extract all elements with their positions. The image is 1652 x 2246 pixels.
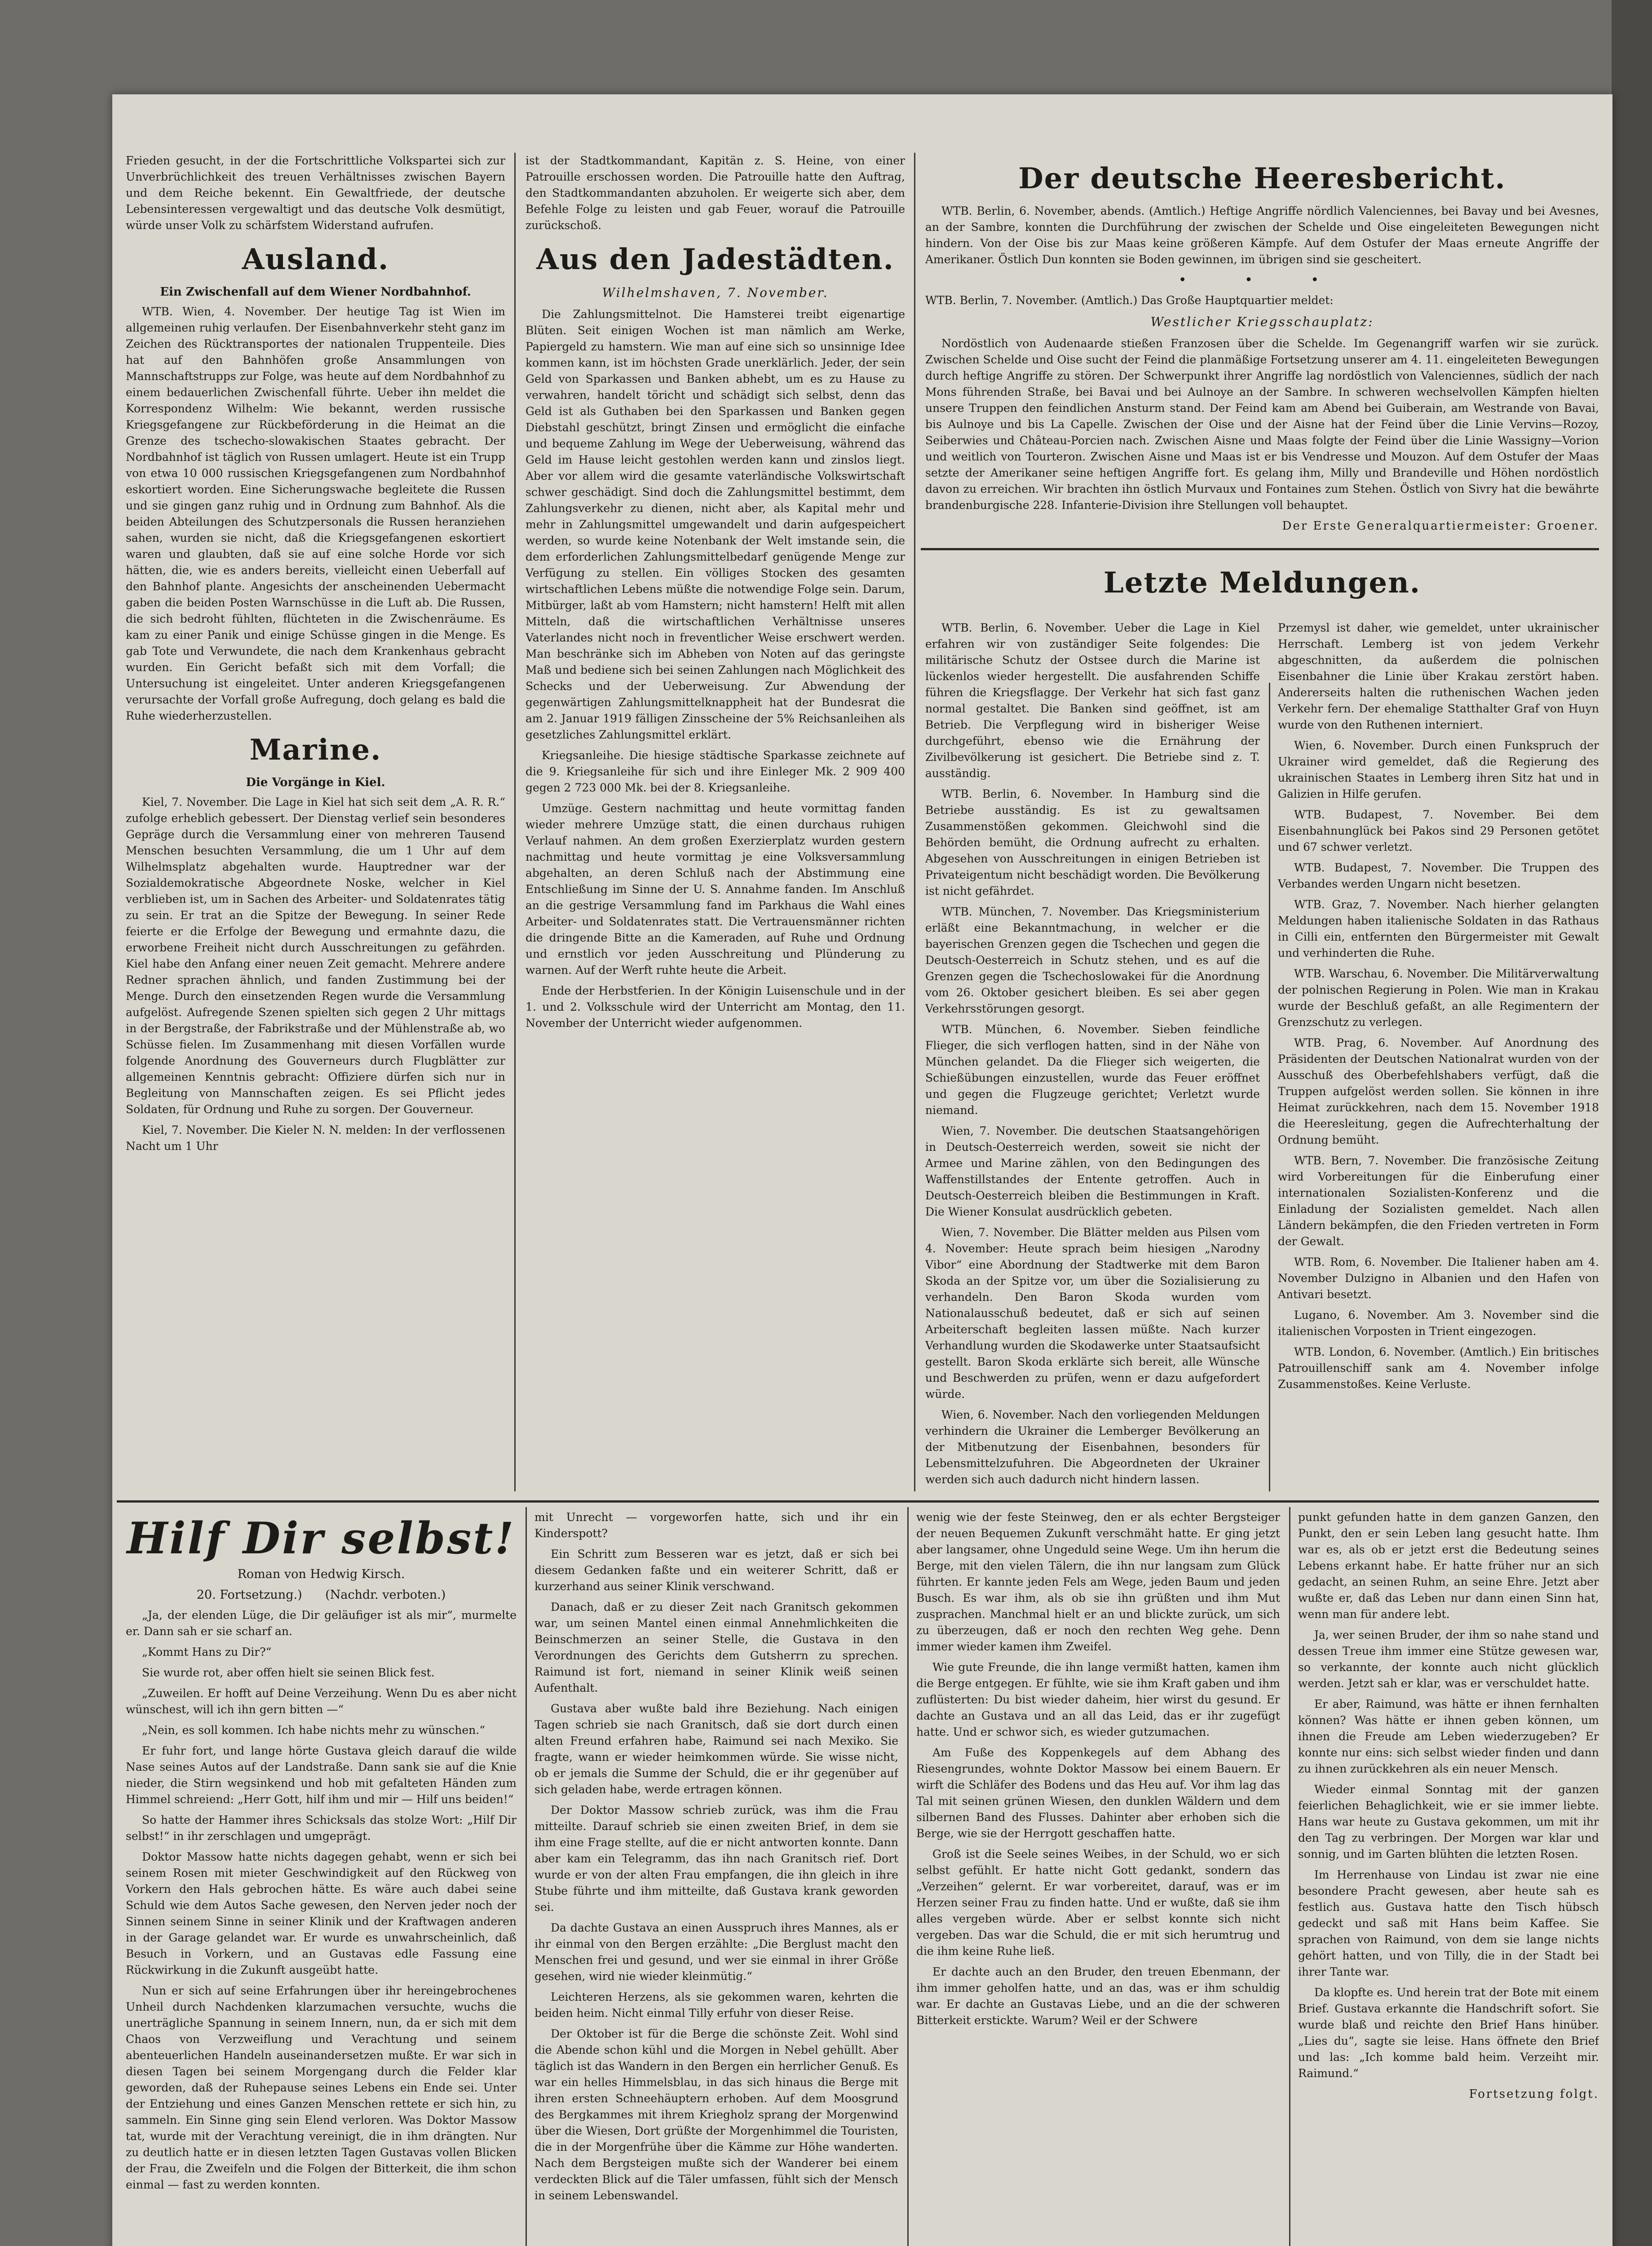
- article-text: Wien, 7. November. Die deutschen Staatsangehörigen in Deutsch-Oesterreich werden, soweit sie nicht der Armee und Marine zählen, von den Bedingungen des Waffenstillstandes der Entente getroffen. Auch in Deutsch-Oesterreich bleiben die Bestimmungen in Kraft. Die Wiener Konsulat ausdrücklich gebeten.: [925, 1124, 1260, 1218]
- article-text: WTB. Budapest, 7. November. Bei dem Eisenbahnunglück bei Pakos sind 29 Personen getötet und 67 schwer verletzt.: [1278, 808, 1599, 853]
- serial-paragraph: Gustava aber wußte bald ihre Beziehung. Nach einigen Tagen schrieb sie nach Granitsch, daß sie dort durch einen alten Freund erfahren habe, Raimund sei nach Mexiko. Sie fragte, wann er wieder heimkommen würde. Sie wisse nicht, ob er jemals die Summe der Schuld, die er ihr gegenüber auf sich geladen habe, werde ertragen können.: [534, 1702, 898, 1796]
- serial-byline: Roman von Hedwig Kirsch.: [237, 1567, 405, 1581]
- rights-note: (Nachdr. verboten.): [325, 1588, 446, 1602]
- letzte-meldungen-left: [925, 620, 1260, 1496]
- serial-column-3: [916, 1509, 1280, 2246]
- article-text: WTB. Wien, 4. November. Der heutige Tag ist Wien im allgemeinen ruhig verlaufen. Der Eisenbahnverkehr steht ganz im Zeichen des Rücktransportes der nationalen Truppenteile. Dies hat auf den Bahnhöfen große Ansammlungen von Mannschaftstrupps zur Folge, was heute auf dem Nordbahnhof zu einem bedauerlichen Zwischenfall führte. Ueber ihn meldet die Korrespondenz Wilhelm: Wie bekannt, werden russische Kriegsgefangene zur Rückbeförderung in die Heimat an die Grenze des tschecho-slowakischen Staates gebracht. Der Nordbahnhof ist täglich von Russen umlagert. Heute ist ein Trupp von etwa 10 000 russischen Kriegsgefangenen zum Nordbahnhof eskortiert worden. Eine Sicherungswache begleitete die Russen und sie gingen ganz ruhig und in Ordnung zum Bahnhof. Als die beiden Abteilungen des Schutzpersonals die Russen heranziehen sahen, wurden sie nicht, daß die Kriegsgefangenen eskortiert waren und glaubten, daß sie auf eine solche Horde vor sich hätten, die, wie es anders bereits, vielleicht einen Ueberfall auf den Bahnhof plante. Angesichts der anscheinenden Uebermacht gaben die beiden Posten Warnschüsse in die Luft ab. Die Russen, die sich bedroht fühlten, flüchteten in die Zwischenräume. Es kam zu einer Panik und einige Schüsse gingen in die Menge. Es gab Tote und Verwundete, die nach dem Krankenhaus gebracht wurden. Ein Gericht befaßt sich mit dem Vorfall; die Untersuchung ist eingeleitet. Unter anderen Kriegsgefangenen verursachte der Vorfall große Aufregung, doch gelang es bald die Ruhe wiederherzustellen.: [126, 305, 505, 722]
- article-text: Kiel, 7. November. Die Kieler N. N. melden: In der verflossenen Nacht um 1 Uhr: [126, 1123, 505, 1153]
- section-heading-heeresbericht: Der deutsche Heeresbericht.: [1018, 162, 1506, 195]
- serial-paragraph: punkt gefunden hatte in dem ganzen Ganzen, den Punkt, den er sein Leben lang gesucht hatte. Ihm war es, als ob er jetzt erst die Bedeutung seines Lebens erkannt habe. Er hatte früher nur an sich gedacht, an seinen Ruhm, an seine Ehre. Jetzt aber wußte er, daß das Leben nur dann einen Sinn hat, wenn man für andere lebt.: [1298, 1511, 1599, 1621]
- article-text: WTB. Warschau, 6. November. Die Militärverwaltung der polnischen Regierung in Polen. Wie man in Krakau wurde der Beschluß gefaßt, an alle Regimentern der Grenzschutz zu verlegen.: [1278, 967, 1599, 1029]
- section-rule: [921, 548, 1599, 550]
- serial-paragraph: Da dachte Gustava an einen Ausspruch ihres Mannes, als er ihr einmal von den Bergen erzählte: „Die Berglust macht den Menschen frei und gesund, und wer sie einmal in ihrer Größe gesehen, wird nie wieder kleinmütig.“: [534, 1921, 898, 1983]
- serial-installment: [126, 1587, 517, 1604]
- signature: Der Erste Generalquartiermeister: Groener.: [1282, 519, 1599, 533]
- column-rule: [1289, 1507, 1290, 2246]
- article-text: WTB. Budapest, 7. November. Die Truppen des Verbandes werden Ungarn nicht besetzen.: [1278, 861, 1599, 890]
- column-rule: [514, 153, 516, 1491]
- section-heading-letzte-meldungen: Letzte Meldungen.: [1103, 566, 1421, 600]
- heeresbericht-block: [925, 153, 1599, 548]
- article-text: WTB. Prag, 6. November. Auf Anordnung des Präsidenten der Deutschen Nationalrat wurden von der Ausschuß des Oberbefehlshabers verfügt, daß die Truppen aufgelöst werden sollen. Sie können in ihre Heimat zurückkehren, nach dem 15. November 1918 die Heeresleitung, gegen die Aufrechterhaltung der Ordnung bemüht.: [1278, 1036, 1599, 1146]
- article-text: WTB. Bern, 7. November. Die französische Zeitung wird Vorbereitungen für die Einberufung einer internationalen Sozialisten-Konferenz und die Einladung der Sozialisten gemeldet. Nach allen Ländern bekämpfen, die den Frieden vertreten in Form der Gewalt.: [1278, 1154, 1599, 1248]
- article-text: Die Zahlungsmittelnot. Die Hamsterei treibt eigenartige Blüten. Seit einigen Wochen ist man nämlich am Werke, Papiergeld zu hamstern. Wie man auf eine sich so unsinnige Idee kommen kann, ist im höchsten Grade unerklärlich. Jeder, der sein Geld von Sparkassen und Banken abhebt, um es zu Hause zu verwahren, handelt töricht und schädigt sich selbst, denn das Geld ist als Guthaben bei den Sparkassen und Banken gegen Diebstahl geschützt, bringt Zinsen und ermöglicht die einfache und bequeme Zahlung im Wege der Ueberweisung, während das Geld im Hause leicht gestohlen werden kann und zinslos liegt. Aber vor allem wird die gesamte vaterländische Volkswirtschaft schwer geschädigt. Sind doch die Zahlungsmittel bestimmt, dem Zahlungsverkehr zu dienen, nicht aber, als Kapital mehr und mehr in Zahlungsmittel umgewandelt und darin aufgespeichert werden, so wurde keine Notenbank der Welt imstande sein, die dem erforderlichen Zahlungsmittelbedarf genügende Menge zur Verfügung zu stellen. Ein völliges Stocken des gesamten wirtschaftlichen Lebens müßte die notwendige Folge sein. Darum, Mitbürger, laßt ab vom Hamstern; nicht hamstern! Helft mit allen Mitteln, daß die wirtschaftlichen Verhältnisse unseres Vaterlandes nicht noch in freventlicher Weise erschwert werden. Man beschränke sich im Abheben von Noten auf das geringste Maß und bediene sich bei seinen Zahlungen nach Möglichkeit des Schecks und der Ueberweisung. Zur Abwendung der gegenwärtigen Zahlungsmittelknappheit hat der Bundesrat die am 2. Januar 1919 fälligen Zinsscheine der 5% Reichsanleihen als gesetzliches Zahlungsmittel erklärt.: [526, 308, 905, 741]
- serial-paragraph: Ein Schritt zum Besseren war es jetzt, daß er sich bei diesem Gedanken faßte und ein weiterer Schritt, daß er kurzerhand aus seiner Klinik verschwand.: [534, 1547, 898, 1593]
- article-text: Nordöstlich von Audenaarde stießen Franzosen über die Schelde. Im Gegenangriff warfen wir sie zurück. Zwischen Schelde und Oise sucht der Feind die planmäßige Fortsetzung unserer am 4. 11. eingeleiteten Bewegungen durch heftige Angriffe zu stören. Der Schwerpunkt ihrer Angriffe lag nordöstlich von Valenciennes, südlich der nach Mons führenden Straße, bei Bavai und bei Aulnoye an der Sambre. In schweren wechselvollen Kämpfen hielten unsere Truppen den feindlichen Ansturm stand. Der Feind kam am Abend bei Guiberain, am Westrande von Bavai, bis Aulnoye und bis La Capelle. Zwischen der Oise und der Aisne hat der Feind über die Linie Vervins—Rozoy, Seiberwies und Château-Porcien nach. Zwischen Aisne und Maas folgte der Feind über die Linie Wassigny—Vorion und weitlich von Tourteron. Zwischen Aisne und Maas ist er bis Vendresse und Mouzon. Auf dem Ostufer der Maas setzte der Amerikaner seine heftigen Angriffe fort. Es gelang ihm, Milly und Brandeville und Höhen nordöstlich davon zu erreichen. Wir brachten ihn östlich Murvaux und Fontaines zum Stehen. Östlich von Sivry hat die bewährte brandenburgische 228. Infanterie-Division ihre Stellungen voll behauptet.: [925, 337, 1599, 512]
- serial-paragraph: So hatte der Hammer ihres Schicksals das stolze Wort: „Hilf Dir selbst!“ in ihr zerschlagen und umgeprägt.: [126, 1813, 517, 1843]
- serial-paragraph: Wie gute Freunde, die ihn lange vermißt hatten, kamen ihm die Berge entgegen. Er fühlte, wie sie ihm Kraft gaben und ihm zuflüsterten: Du bist wieder daheim, hier wirst du gesund. Er dachte an Gustava und an all das Leid, das er ihr zugefügt hatte. Und er schwor sich, es wieder gutzumachen.: [916, 1661, 1280, 1738]
- serial-paragraph: Da klopfte es. Und herein trat der Bote mit einem Brief. Gustava erkannte die Handschrift sofort. Sie wurde blaß und reichte den Brief Hans hinüber. „Lies du“, sagte sie leise. Hans öffnete den Brief und las: „Ich komme bald heim. Verzeiht mir. Raimund.“: [1298, 1986, 1599, 2080]
- serial-paragraph: Der Doktor Massow schrieb zurück, was ihm die Frau mitteilte. Darauf schrieb sie einen zweiten Brief, in dem sie ihm eine Frage stellte, auf die er nicht antworten konnte. Dann aber kam ein Telegramm, das ihn nach Granitsch rief. Dort wurde er von der alten Frau empfangen, die ihn gleich in ihre Stube führte und ihm mitteilte, daß Gustava krank geworden sei.: [534, 1804, 898, 1914]
- serial-paragraph: Sie wurde rot, aber offen hielt sie seinen Blick fest.: [142, 1666, 435, 1679]
- column-rule: [914, 153, 915, 1491]
- serial-paragraph: „Zuweilen. Er hofft auf Deine Verzeihung. Wenn Du es aber nicht wünschest, will ich ihn gern bitten —“: [126, 1687, 517, 1716]
- article-headline: Die Vorgänge in Kiel.: [246, 776, 385, 789]
- serial-column-1: [126, 1509, 517, 2246]
- article-text: WTB. Graz, 7. November. Nach hierher gelangten Meldungen haben italienische Soldaten in das Rathaus in Cilli ein, entfernten den Bürgermeister mit Gewalt und verhinderten die Ruhe.: [1278, 898, 1599, 959]
- article-text: WTB. Rom, 6. November. Die Italiener haben am 4. November Dulzigno in Albanien und den Hafen von Antivari besetzt.: [1278, 1256, 1599, 1301]
- front-heading: Westlicher Kriegsschauplatz:: [1150, 314, 1374, 329]
- article-text: WTB. Berlin, 6. November, abends. (Amtlich.) Heftige Angriffe nördlich Valenciennes, bei Bavay und bei Avesnes, an der Sambre, konnten die Durchführung der zwischen der Schelde und Oise eingeleiteten Bewegungen nicht hindern. Von der Oise bis zur Maas keine größeren Kämpfe. Auf dem Ostufer der Maas erneute Angriffe der Amerikaner. Östlich Dun konnten sie Boden gewinnen, im übrigen sind sie gescheitert.: [925, 204, 1599, 266]
- serial-paragraph: wenig wie der feste Steinweg, den er als echter Bergsteiger der neuen Bequemen Zukunft verschmäht hatte. Er ging jetzt aber langsamer, ohne Ungeduld seine Wege. Um ihn herum die Berge, mit den vielen Tälern, die ihn nur langsam zum Glück führten. Er kannte jeden Fels am Wege, jeden Baum und jeden Busch. Es war ihm, als ob sie ihn grüßten und ihm Mut zusprachen. Manchmal hielt er an und blickte zurück, um sich zu überzeugen, daß er noch den rechten Weg gehe. Denn immer wieder kamen ihm Zweifel.: [916, 1511, 1280, 1653]
- article-text: ist der Stadtkommandant, Kapitän z. S. Heine, von einer Patrouille erschossen worden. Die Patrouille hatte den Auftrag, den Stadtkommandanten abzuholen. Er weigerte sich aber, dem Befehle Folge zu leisten und gab Feuer, worauf die Patrouille zurückschoß.: [526, 154, 905, 232]
- article-text: WTB. Berlin, 6. November. Ueber die Lage in Kiel erfahren wir von zuständiger Seite folgendes: Die militärische Schutz der Ostsee durch die Marine ist lückenlos wieder hergestellt. Die ausfahrenden Schiffe führen die Kriegsflagge. Der Verkehr hat sich fast ganz normal gestaltet. Die Banken sind geöffnet, ist am Betrieb. Die Verpflegung wird in bisheriger Weise durchgeführt, ebenso wie die Ernährung der Zivilbevölkerung ist gesichert. Die Betriebe sind z. T. ausständig.: [925, 621, 1260, 780]
- serial-paragraph: „Ja, der elenden Lüge, die Dir geläufiger ist als mir“, murmelte er. Dann sah er sie scharf an.: [126, 1609, 517, 1638]
- installment-number: 20. Fortsetzung.): [196, 1588, 302, 1602]
- column-1: [126, 153, 505, 1496]
- article-text: WTB. München, 6. November. Sieben feindliche Flieger, die sich verflogen hatten, sind in der Nähe von München gelandet. Da die Flieger sich weigerten, die Schießübungen einzustellen, wurde das Feuer eröffnet und gegen die Flugzeuge gerichtet; Verletzt wurde niemand.: [925, 1023, 1260, 1117]
- serial-paragraph: Er dachte auch an den Bruder, den treuen Ebenmann, der ihm immer geholfen hatte, und an das, was er ihm schuldig war. Er dachte an Gustavas Liebe, und an die der schweren Bitterkeit erstickte. Warum? Weil er der Schwere: [916, 1965, 1280, 2027]
- section-heading-ausland: Ausland.: [242, 243, 389, 276]
- article-text: Ende der Herbstferien. In der Königin Luisenschule und in der 1. und 2. Volksschule wird der Unterricht am Montag, den 11. November der Unterricht wieder aufgenommen.: [526, 984, 905, 1030]
- separator-dots: • • •: [1178, 272, 1346, 288]
- serial-title: Hilf Dir selbst!: [127, 1513, 516, 1564]
- newspaper-page: [112, 94, 1612, 2246]
- article-text: WTB. Berlin, 7. November. (Amtlich.) Das Große Hauptquartier meldet:: [925, 294, 1334, 307]
- article-text: Umzüge. Gestern nachmittag und heute vormittag fanden wieder mehrere Umzüge statt, die einen durchaus ruhigen Verlauf nahmen. An dem großen Exerzierplatz wurden gestern nachmittag und heute vormittag je eine Volksversammlung abgehalten, an deren Schluß nach der Abstimmung eine Entschließung im Sinne der U. S. Annahme fanden. Im Anschluß an die gestrige Versammlung fand im Parkhaus die Wahl eines Arbeiter- und Soldatenrates statt. Die Vertrauensmänner richten die dringende Bitte an die Kameraden, auf Ruhe und Ordnung und ernstlich vor jeden Ausschreitung und Plünderung zu warnen. Auf der Werft ruhte heute die Arbeit.: [526, 802, 905, 977]
- article-headline: Ein Zwischenfall auf dem Wiener Nordbahnhof.: [160, 285, 471, 299]
- column-2: [526, 153, 905, 1496]
- serial-top-rule: [117, 1500, 1599, 1503]
- article-text: Przemysl ist daher, wie gemeldet, unter ukrainischer Herrschaft. Lemberg ist von jedem Verkehr abgeschnitten, da außerdem die polnischen Eisenbahner die Linie über Krakau zerstört haben. Andererseits halten die ruthenischen Wachen jeden Verkehr fern. Der ehemalige Statthalter Graf von Huyn wurde von den Ruthenen interniert.: [1278, 621, 1599, 731]
- article-text: Wien, 7. November. Die Blätter melden aus Pilsen vom 4. November: Heute sprach beim hiesigen „Narodny Vibor“ eine Abordnung der Stadtwerke mit dem Baron Skoda an der Spitze vor, um über die Sozialisierung zu verhandeln. Den Baron Skoda wurden vom Nationalausschuß bedeutet, daß er sich auf seinen Arbeiterschaft begleiten lassen müßte. Nach kurzer Verhandlung wurden die Skodawerke unter Staatsaufsicht gestellt. Baron Skoda erklärte sich bereit, alle Wünsche und Beschwerden zu prüfen, wenn er dazu aufgefordert würde.: [925, 1226, 1260, 1401]
- column-rule: [907, 1507, 909, 2246]
- column-rule: [526, 1507, 527, 2246]
- column-rule: [1269, 683, 1270, 1491]
- article-text: Lugano, 6. November. Am 3. November sind die italienischen Vorposten in Trient eingezogen.: [1278, 1309, 1599, 1338]
- serial-paragraph: Groß ist die Seele seines Weibes, in der Schuld, wo er sich selbst gefühlt. Er hatte nicht Gott gedankt, sondern das „Verzeihen“ gelernt. Er war vorbereitet, darauf, was er im Herzen seiner Frau zu finden hatte. Und er wußte, daß sie ihm alles vergeben würde. Aber er selbst konnte sich nicht vergeben. Das war die Schuld, die er mit sich herumtrug und die ihm keine Ruhe ließ.: [916, 1848, 1280, 1958]
- letzte-heading-wrap: [925, 557, 1599, 620]
- serial-column-4: [1298, 1509, 1599, 2246]
- article-text: Wien, 6. November. Nach den vorliegenden Meldungen verhindern die Ukrainer die Lemberger Bevölkerung an der Mitbenutzung der Eisenbahnen, besonders für Lebensmittelzufuhren. Die Abgeordneten der Ukrainer werden sich auch dadurch nicht hindern lassen.: [925, 1408, 1260, 1486]
- serial-paragraph: Danach, daß er zu dieser Zeit nach Granitsch gekommen war, um seinen Mantel einen einmal Annehmlichkeiten die Beinschmerzen an seiner Stelle, die Gustava in den Verordnungen des Gerichts dem Gutsherrn zu sprechen. Raimund ist fort, niemand in seiner Klinik weiß seinen Aufenthalt.: [534, 1600, 898, 1694]
- serial-paragraph: Im Herrenhause von Lindau ist zwar nie eine besondere Pracht gewesen, aber heute sah es festlich aus. Gustava hatte den Tisch hübsch gedeckt und saß mit Hans beim Kaffee. Sie sprachen von Raimund, von dem sie lange nichts gehört hatten, und von Tilly, die in der Stadt bei ihrer Tante war.: [1298, 1868, 1599, 1978]
- serial-paragraph: mit Unrecht — vorgeworfen hatte, sich und ihr ein Kinderspott?: [534, 1511, 898, 1540]
- serial-paragraph: Leichteren Herzens, als sie gekommen waren, kehrten die beiden heim. Nicht einmal Tilly erfuhr von dieser Reise.: [534, 1990, 898, 2020]
- serial-column-2: [534, 1509, 898, 2246]
- serial-paragraph: Der Oktober ist für die Berge die schönste Zeit. Wohl sind die Abende schon kühl und die Morgen in Nebel gehüllt. Aber täglich ist das Wandern in den Bergen ein herrlicher Genuß. Es war ein helles Himmelsblau, in das sich hinaus die Berge mit ihren ersten Schneehäuptern erhoben. Auf dem Moosgrund des Bergkammes mit ihrem Kriegholz sprang der Morgenwind über die Wiesen, Dort grüßte der Morgenhimmel die Touristen, die in der Morgenfrühe über die Kämme zur Höhe wanderten. Nach dem Bergsteigen mußte sich der Wanderer bei einem verdeckten Blick auf die Täler umfassen, fühlt sich der Mensch in seinem Lebenswandel.: [534, 2027, 898, 2202]
- section-heading-jadestaedte: Aus den Jadestädten.: [536, 243, 894, 276]
- serial-paragraph: Er fuhr fort, und lange hörte Gustava gleich darauf die wilde Nase seines Autos auf der Landstraße. Dann sank sie auf die Knie nieder, die Stirn wegsinkend und hob mit gefalteten Händen zum Himmel schreiend: „Herr Gott, hilf ihm und mir — Hilf uns beiden!“: [126, 1744, 517, 1806]
- article-text: Frieden gesucht, in der die Fortschrittliche Volkspartei sich zur Unverbrüchlichkeit des treuen Verhältnisses zwischen Bayern und dem Reiche bekennt. Ein Gewaltfriede, der deutsche Lebensinteressen vergewaltigt und das deutsche Volk desmütigt, würde unser Volk zu schärfstem Widerstand aufrufen.: [126, 154, 505, 232]
- article-text: WTB. Berlin, 6. November. In Hamburg sind die Betriebe ausständig. Es ist zu gewaltsamen Zusammenstößen gekommen. Gleichwohl sind die Behörden bemüht, die Ordnung aufrecht zu erhalten. Abgesehen von Ausschreitungen in einigen Betrieben ist Privateigentum nicht beschädigt worden. Die Bevölkerung ist nicht gefährdet.: [925, 787, 1260, 898]
- serial-paragraph: „Nein, es soll kommen. Ich habe nichts mehr zu wünschen.“: [142, 1724, 485, 1737]
- serial-paragraph: Nun er sich auf seine Erfahrungen über ihr hereingebrochenes Unheil durch Nachdenken klarzumachen versuchte, wuchs die unerträgliche Spannung in seinem Innern, nun, da er sich mit dem Chaos von Verzweiflung und Verachtung und seinem abenteuerlichen Handeln auseinandersetzen mußte. Er war sich in diesen Tagen bei seinem Morgengang durch die Felder klar geworden, daß der Ruhepause seines Lebens ein Ende sei. Unter der Entziehung und eines Ganzen Menschen rettete er sich hin, zu sammeln. Ein Sinne ging sein Elend verloren. Was Doktor Massow tat, wurde mit der Verachtung vereinigt, die in ihm drängten. Nur zu deutlich hatte er in diesen letzten Tagen Gustavas vollen Blicken der Frau, die Zweifeln und die Folgen der Bitterkeit, die ihm schon einmal — fast zu werden konnten.: [126, 1984, 517, 2191]
- dateline: Wilhelmshaven, 7. November.: [602, 285, 829, 300]
- article-text: Kiel, 7. November. Die Lage in Kiel hat sich seit dem „A. R. R.“ zufolge erheblich gebessert. Der Dienstag verlief sein besonderes Gepräge durch die Versammlung einer von mehreren Tausend Menschen besuchten Versammlung, die um 1 Uhr auf dem Wilhelmsplatz abgehalten wurde. Hauptredner war der Sozialdemokratische Abgeordnete Noske, welcher in Kiel verblieben ist, um in Sachen des Arbeiter- und Soldatenrates tätig zu sein. Er trat an die Spitze der Bewegung. In seiner Rede feierte er die Erfolge der Bewegung und ermahnte dazu, die erworbene Freiheit nicht durch Ausschreitungen zu gefährden. Kiel habe den Anfang einer neuen Zeit gemacht. Mehrere andere Redner sprachen ähnlich, und fanden Zustimmung bei der Menge. Durch den einsetzenden Regen wurde die Versammlung aufgelöst. Aufregende Szenen spielten sich gegen 2 Uhr mittags in der Bergstraße, der Fabrikstraße und der Mühlenstraße ab, wo Schüsse fielen. Im Zusammenhang mit diesen Vorfällen wurde folgende Anordnung des Gouverneurs durch Flugblätter zur allgemeinen Kenntnis gebracht: Offiziere dürfen sich nur in Begleitung von Mannschaften zeigen. Es sei Pflicht jedes Soldaten, für Ordnung und Ruhe zu sorgen. Der Gouverneur.: [126, 796, 505, 1116]
- section-heading-marine: Marine.: [249, 733, 382, 767]
- article-text: WTB. London, 6. November. (Amtlich.) Ein britisches Patrouillenschiff sank am 4. November infolge Zusammenstoßes. Keine Verluste.: [1278, 1345, 1599, 1391]
- serial-paragraph: Wieder einmal Sonntag mit der ganzen feierlichen Behaglichkeit, wie er sie immer liebte. Hans war heute zu Gustava gekommen, um mit ihr den Tag zu verbringen. Der Morgen war klar und sonnig, und im Garten blühten die letzten Rosen.: [1298, 1783, 1599, 1861]
- serial-paragraph: Ja, wer seinen Bruder, der ihm so nahe stand und dessen Treue ihm immer eine Stütze gewesen war, so verkannte, der konnte auch nicht glücklich werden. Jetzt sah er klar, was er verschuldet hatte.: [1298, 1628, 1599, 1690]
- letzte-meldungen-right: [1278, 620, 1599, 1496]
- serial-paragraph: Er aber, Raimund, was hätte er ihnen fernhalten können? Was hätte er ihnen geben können, um ihnen die Freude am Leben wiederzugeben? Er konnte nur eins: sich selbst wieder finden und dann zu ihnen zurückkehren als ein neuer Mensch.: [1298, 1698, 1599, 1775]
- scanner-edge: [1612, 0, 1652, 2246]
- serial-paragraph: Am Fuße des Koppenkegels auf dem Abhang des Riesengrundes, wohnte Doktor Massow bei einem Bauern. Er wirft die Schläfer des Bodens und das Heu auf. Vor ihm lag das Tal mit seinen grünen Wiesen, den dunklen Wäldern und dem silbernen Band des Flusses. Dahinter aber erhoben sich die Berge, wie sie der Herrgott geschaffen hatte.: [916, 1746, 1280, 1840]
- serial-paragraph: Doktor Massow hatte nichts dagegen gehabt, wenn er sich bei seinem Rosen mit mieter Geschwindigkeit auf den Rückweg von Vorkern den Hals gebrochen hätte. Es wäre auch dabei seine Schuld wie dem Autos Sache gewesen, den Nerven jeder noch der Sinnen seinem Sinne in seiner Klinik und der Kraftwagen anderen in der Garage gelandet war. Er wurde es unwahrscheinlich, daß Besuch in Vorkern, und an Gustavas edle Fassung eine Rückwirkung in die Zukunft ausgeübt hatte.: [126, 1850, 517, 1976]
- article-text: Wien, 6. November. Durch einen Funkspruch der Ukrainer wird gemeldet, daß die Regierung des ukrainischen Staates in Lemberg ihren Sitz hat und in Galizien in Hilfe gerufen.: [1278, 739, 1599, 800]
- article-text: Kriegsanleihe. Die hiesige städtische Sparkasse zeichnete auf die 9. Kriegsanleihe für sich und ihre Einleger Mk. 2 909 400 gegen 2 723 000 Mk. bei der 8. Kriegsanleihe.: [526, 749, 905, 794]
- continuation-note: Fortsetzung folgt.: [1469, 2087, 1599, 2101]
- serial-paragraph: „Kommt Hans zu Dir?“: [142, 1645, 272, 1658]
- article-text: WTB. München, 7. November. Das Kriegsministerium erläßt eine Bekanntmachung, in welcher er die bayerischen Grenzen gegen die Tschechen und gegen die Deutsch-Oesterreich in Schutz stehen, und es auf die Grenzen gegen die Tschechoslowakei für die Anordnung vom 26. Oktober gesichert bleiben. Es sei aber gegen Verkehrsstörungen gesorgt.: [925, 905, 1260, 1015]
